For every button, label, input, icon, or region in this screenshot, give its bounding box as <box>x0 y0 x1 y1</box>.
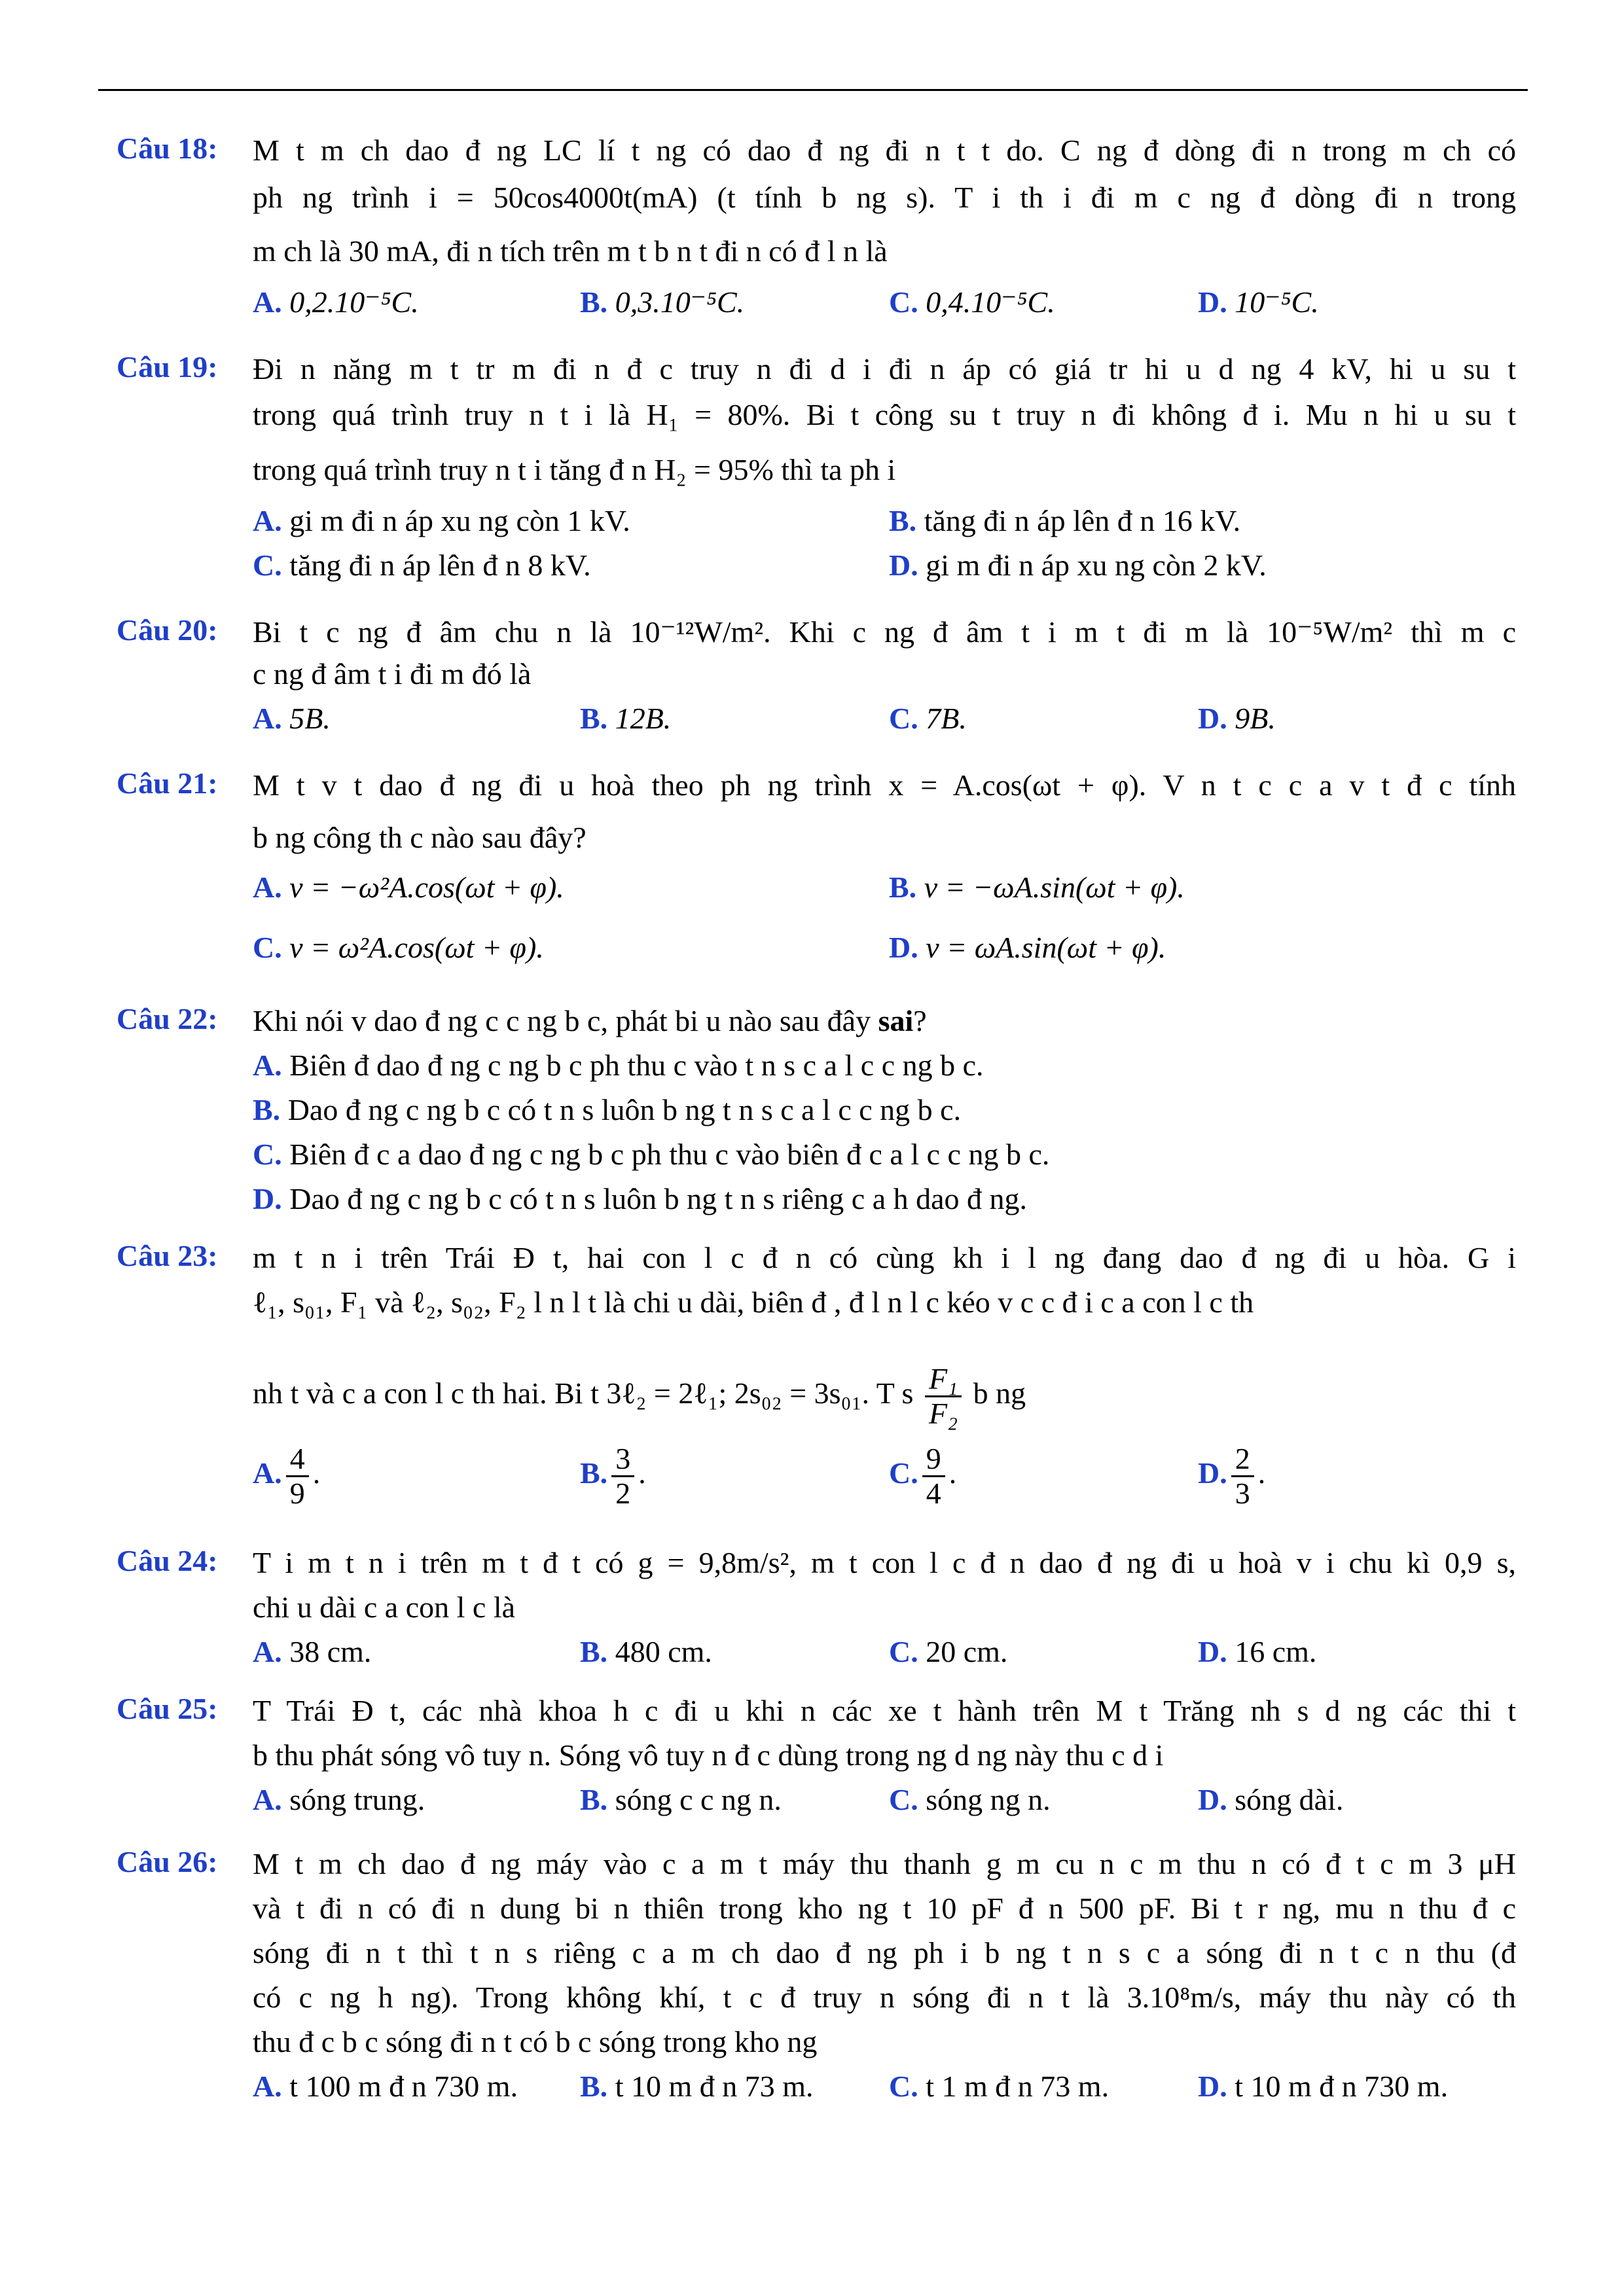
option-c[interactable]: C. t 1 m đ n 73 m. <box>889 2070 1110 2103</box>
option-c[interactable]: C. $\frac{9}{4}$ . <box>889 1441 957 1510</box>
question-label: Câu 23: <box>117 1239 218 1272</box>
question-text: nh t và c a con l c th hai. Bi t 3ℓ₂ = 2ℓ₁; 2s₀₂ = 3s₀₁. T s $\frac{\text{F₁}}{\text{F₂}}$ b ng <box>253 1361 1026 1430</box>
option-b[interactable]: B. sóng c c ng n. <box>580 1783 782 1816</box>
question-text: và t đi n có đi n dung bi n thiên trong kho ng t 10 pF đ n 500 pF. Bi t r ng, mu n thu đ c <box>253 1892 1516 1925</box>
question-text: có c ng h ng). Trong không khí, t c đ truy n sóng đi n t là 3.10⁸m/s, máy thu này có th <box>253 1981 1516 2014</box>
option-a[interactable]: A. t 100 m đ n 730 m. <box>253 2070 518 2103</box>
option-d[interactable]: D. sóng dài. <box>1198 1783 1344 1816</box>
option-a[interactable]: A. 0,2.10⁻⁵C. <box>253 285 419 319</box>
question-text: trong quá trình truy n t i tăng đ n H₂ = 95% thì ta ph i <box>253 453 896 486</box>
question-text: ph ng trình i = 50cos4000t(mA) (t tính b ng s). T i th i đi m c ng đ dòng đi n trong <box>253 181 1516 214</box>
option-d[interactable]: D. $\frac{2}{3}$ . <box>1198 1441 1266 1510</box>
option-a[interactable]: A. gi m đi n áp xu ng còn 1 kV. <box>253 504 630 537</box>
emphasis-word: sai <box>878 1004 914 1037</box>
header-rule <box>98 89 1528 91</box>
question-text: Đi n năng m t tr m đi n đ c truy n đi d i đi n áp có giá tr hi u d ng 4 kV, hi u su t <box>253 352 1516 386</box>
question-label: Câu 20: <box>117 613 218 647</box>
option-a[interactable]: A. sóng trung. <box>253 1783 425 1816</box>
question-text: M t m ch dao đ ng LC lí t ng có dao đ ng đi n t t do. C ng đ dòng đi n trong m ch có <box>253 134 1516 167</box>
option-b[interactable]: B. t 10 m đ n 73 m. <box>580 2070 814 2103</box>
question-label: Câu 19: <box>117 350 218 384</box>
question-text: M t v t dao đ ng đi u hoà theo ph ng trình x = A.cos(ωt + φ). V n t c c a v t đ c tính <box>253 768 1516 802</box>
question-label: Câu 25: <box>117 1692 218 1725</box>
question-label: Câu 18: <box>117 132 218 165</box>
option-c[interactable]: C. 7B. <box>889 702 967 735</box>
option-d[interactable]: D. t 10 m đ n 730 m. <box>1198 2070 1449 2103</box>
option-a[interactable]: A. v = −ω²A.cos(ωt + φ). <box>253 870 564 904</box>
question-text: chi u dài c a con l c là <box>253 1590 516 1624</box>
question-label: Câu 22: <box>117 1002 218 1035</box>
option-b[interactable]: B. v = −ωA.sin(ωt + φ). <box>889 870 1185 904</box>
option-c[interactable]: C. sóng ng n. <box>889 1783 1051 1816</box>
question-label: Câu 26: <box>117 1845 218 1878</box>
question-label: Câu 24: <box>117 1544 218 1577</box>
option-d[interactable]: D. gi m đi n áp xu ng còn 2 kV. <box>889 548 1267 582</box>
option-c[interactable]: C. tăng đi n áp lên đ n 8 kV. <box>253 548 591 582</box>
option-a[interactable]: A. Biên đ dao đ ng c ng b c ph thu c vào t n s c a l c c ng b c. <box>253 1049 984 1082</box>
question-text: b ng công th c nào sau đây? <box>253 821 586 854</box>
question-text: b thu phát sóng vô tuy n. Sóng vô tuy n đ c dùng trong ng d ng này thu c d i <box>253 1738 1164 1772</box>
option-d[interactable]: D. v = ωA.sin(ωt + φ). <box>889 931 1166 964</box>
question-text: m t n i trên Trái Đ t, hai con l c đ n có cùng kh i l ng đang dao đ ng đi u hòa. G i <box>253 1241 1516 1274</box>
option-b[interactable]: B. 0,3.10⁻⁵C. <box>580 285 745 319</box>
question-text: M t m ch dao đ ng máy vào c a m t máy thu thanh g m cu n c m thu n có đ t c m 3 μH <box>253 1847 1516 1880</box>
option-b[interactable]: B. Dao đ ng c ng b c có t n s luôn b ng t n s c a l c c ng b c. <box>253 1093 962 1126</box>
option-c[interactable]: C. 0,4.10⁻⁵C. <box>889 285 1055 319</box>
option-b[interactable]: B. 12B. <box>580 702 672 735</box>
option-d[interactable]: D. 9B. <box>1198 702 1276 735</box>
question-text: m ch là 30 mA, đi n tích trên m t b n t đi n có đ l n là <box>253 234 888 268</box>
option-a[interactable]: A. 5B. <box>253 702 331 735</box>
question-text: sóng đi n t thì t n s riêng c a m ch dao đ ng ph i b ng t n s c a sóng đi n t c n thu (đ <box>253 1936 1516 1969</box>
option-c[interactable]: C. v = ω²A.cos(ωt + φ). <box>253 931 544 964</box>
question-text: ℓ₁, s₀₁, F₁ và ℓ₂, s₀₂, F₂ l n l t là chi u dài, biên đ , đ l n l c kéo v c c đ i c a con l c th <box>253 1285 1254 1319</box>
option-c[interactable]: C. 20 cm. <box>889 1635 1008 1668</box>
ratio-fraction: $\frac{\text{F₁}}{\text{F₂}}$ <box>925 1363 962 1430</box>
question-text: T i m t n i trên m t đ t có g = 9,8m/s², m t con l c đ n dao đ ng đi u hoà v i chu kì 0,9 s, <box>253 1546 1516 1579</box>
option-d[interactable]: D. 10⁻⁵C. <box>1198 285 1319 319</box>
option-b[interactable]: B. $\frac{3}{2}$ . <box>580 1441 646 1510</box>
option-d[interactable]: D. Dao đ ng c ng b c có t n s luôn b ng t n s riêng c a h dao đ ng. <box>253 1182 1028 1215</box>
question-text: thu đ c b c sóng đi n t có b c sóng trong kho ng <box>253 2025 818 2058</box>
question-text: T Trái Đ t, các nhà khoa h c đi u khi n các xe t hành trên M t Trăng nh s d ng các thi t <box>253 1694 1516 1727</box>
question-label: Câu 21: <box>117 766 218 800</box>
question-text: trong quá trình truy n t i là H₁ = 80%. Bi t công su t truy n đi không đ i. Mu n hi u su t <box>253 398 1516 431</box>
option-c[interactable]: C. Biên đ c a dao đ ng c ng b c ph thu c vào biên đ c a l c c ng b c. <box>253 1138 1050 1171</box>
question-text: Bi t c ng đ âm chu n là 10⁻¹²W/m². Khi c ng đ âm t i m t đi m là 10⁻⁵W/m² thì m c <box>253 615 1516 649</box>
option-b[interactable]: B. 480 cm. <box>580 1635 712 1668</box>
option-d[interactable]: D. 16 cm. <box>1198 1635 1317 1668</box>
question-text: c ng đ âm t i đi m đó là <box>253 657 532 691</box>
question-text: Khi nói v dao đ ng c c ng b c, phát bi u nào sau đây sai? <box>253 1004 927 1037</box>
option-b[interactable]: B. tăng đi n áp lên đ n 16 kV. <box>889 504 1241 537</box>
option-a[interactable]: A. $\frac{4}{9}$ . <box>253 1441 321 1510</box>
option-a[interactable]: A. 38 cm. <box>253 1635 372 1668</box>
